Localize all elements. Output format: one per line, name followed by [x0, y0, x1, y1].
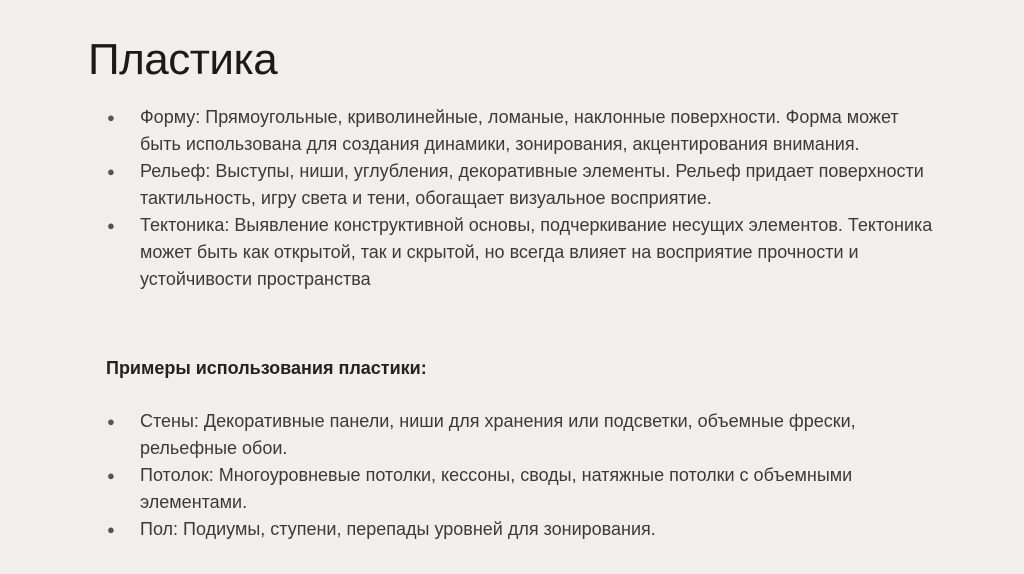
list-item-text: Тектоника: Выявление конструктивной основы, подчеркивание несущих элементов. Тектоника может быть как открытой, так и скрытой, но всегда влияет на восприятие прочности и устойчивости пространства [140, 215, 933, 289]
bullet-icon: ● [107, 164, 115, 179]
bullet-icon: ● [107, 414, 115, 429]
list-item-text: Форму: Прямоугольные, криволинейные, ломаные, наклонные поверхности. Форма может быть использована для создания динамики, зонирования, акцентирования внимания. [140, 107, 899, 154]
list-item [0, 158, 940, 212]
examples-list [0, 408, 1024, 543]
bullet-icon: ● [107, 468, 115, 483]
list-item [0, 212, 940, 293]
list-item-text: Стены: Декоративные панели, ниши для хранения или подсветки, объемные фрески, рельефные обои. [140, 411, 856, 458]
plastic-aspects-list [0, 104, 1024, 293]
list-item-text: Рельеф: Выступы, ниши, углубления, декоративные элементы. Рельеф придает поверхности тактильность, игру света и тени, обогащает визуальное восприятие. [140, 161, 924, 208]
list-item [0, 462, 940, 516]
list-item-text: Потолок: Многоуровневые потолки, кессоны, своды, натяжные потолки с объемными элементами. [140, 465, 853, 512]
bullet-icon: ● [107, 218, 115, 233]
list-item [0, 104, 940, 158]
list-item-text: Пол: Подиумы, ступени, перепады уровней для зонирования. [140, 519, 656, 539]
list-item [0, 408, 940, 462]
bullet-icon: ● [107, 110, 115, 125]
bullet-icon: ● [107, 522, 115, 537]
slide-title: Пластика [88, 35, 278, 84]
examples-heading: Примеры использования пластики: [106, 358, 427, 378]
list-item [0, 516, 940, 543]
